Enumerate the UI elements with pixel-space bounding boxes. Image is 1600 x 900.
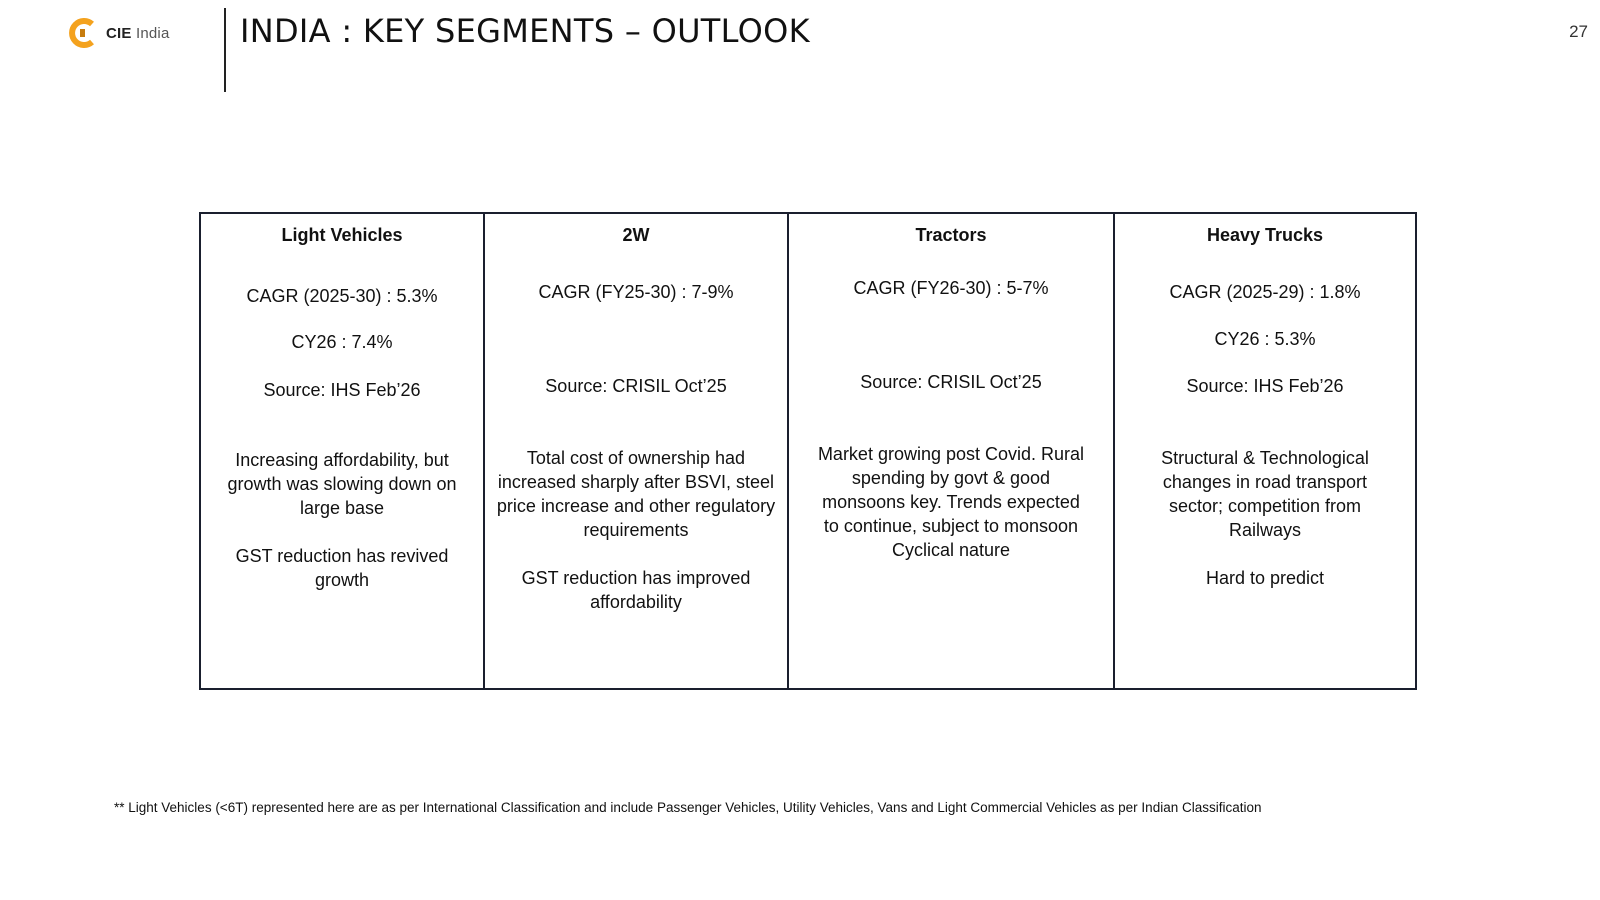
header-divider: [224, 8, 226, 92]
segment-description: [211, 448, 473, 592]
segment-column-light-vehicles: [201, 214, 483, 688]
segment-source: Source: IHS Feb’26: [263, 380, 421, 400]
segment-cagr: CAGR (2025-29) : 1.8%: [1169, 282, 1361, 302]
segment-title: Heavy Trucks: [1206, 225, 1324, 245]
company-logo: [68, 18, 170, 48]
segment-description: [1143, 446, 1387, 590]
cie-logo-icon: [68, 18, 98, 48]
segment-title: Light Vehicles: [281, 225, 403, 245]
segment-source: Source: CRISIL Oct’25: [860, 372, 1042, 392]
description-paragraph: Total cost of ownership had increased sharply after BSVI, steel price increase and other regulatory requirements: [496, 448, 776, 540]
segment-cagr: CAGR (2025-30) : 5.3%: [246, 286, 438, 306]
segment-cagr: CAGR (FY25-30) : 7-9%: [538, 282, 734, 302]
logo-text: CIE India: [106, 24, 170, 42]
segment-cagr: CAGR (FY26-30) : 5-7%: [853, 278, 1049, 298]
description-paragraph: GST reduction has improved affordability: [521, 568, 751, 612]
description-paragraph: GST reduction has revived growth: [235, 546, 449, 590]
description-paragraph: Increasing affordability, but growth was slowing down on large base: [227, 450, 457, 518]
description-paragraph: Hard to predict: [1205, 568, 1325, 588]
segment-column-2w: [483, 214, 787, 688]
page-title: INDIA : KEY SEGMENTS – OUTLOOK: [240, 12, 810, 50]
segment-source: Source: CRISIL Oct’25: [545, 376, 727, 396]
segment-column-heavy-trucks: [1113, 214, 1415, 688]
description-paragraph: Structural & Technological changes in road transport sector; competition from Railways: [1161, 448, 1369, 540]
segment-title: Tractors: [915, 225, 987, 245]
segment-source: Source: IHS Feb’26: [1186, 376, 1344, 396]
segment-current: CY26 : 5.3%: [1214, 329, 1316, 349]
segments-table: [199, 212, 1417, 690]
description-paragraph: Market growing post Covid. Rural spending by govt & good monsoons key. Trends expected to continue, subject to monsoon Cyclical nature: [817, 444, 1085, 560]
footnote: ** Light Vehicles (<6T) represented here are as per International Classification and include Passenger Vehicles, Utility Vehicles, Vans and Light Commercial Vehicles as per Indian Classification: [114, 800, 1262, 815]
segment-description: [495, 446, 777, 614]
page-number: 27: [1569, 22, 1588, 41]
segment-column-tractors: [787, 214, 1113, 688]
segment-description: [815, 442, 1087, 562]
segment-current: CY26 : 7.4%: [291, 332, 393, 352]
segment-title: 2W: [622, 225, 650, 245]
